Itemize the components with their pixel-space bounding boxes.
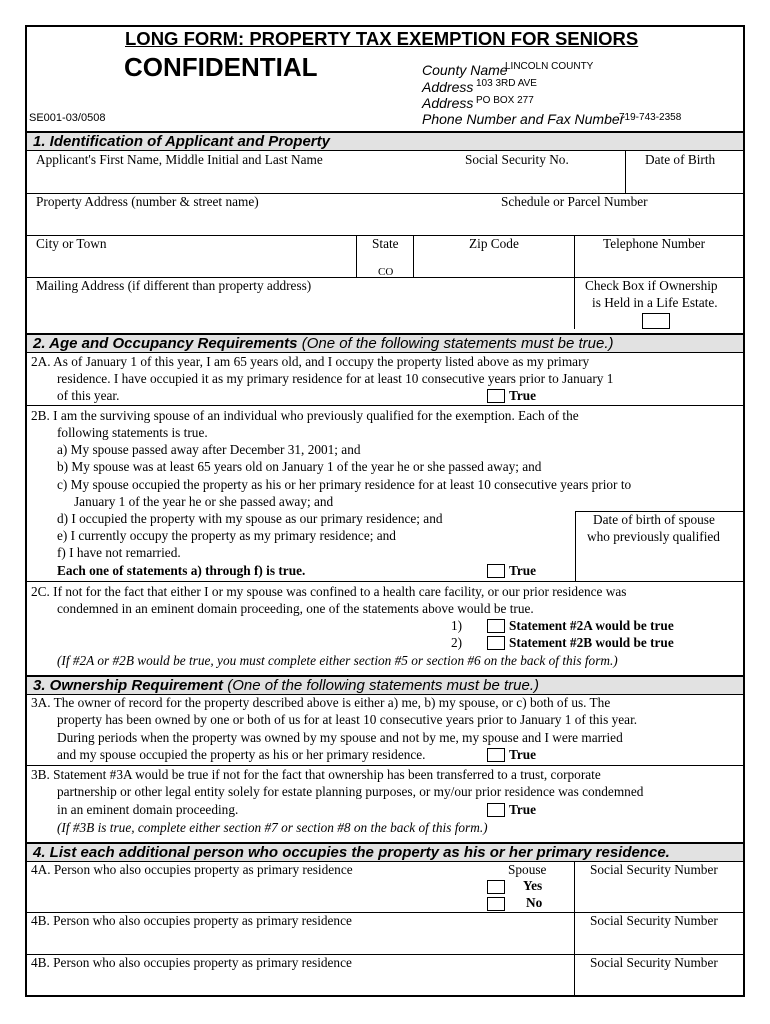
occupant-4a-ssn-field[interactable]: Social Security Number bbox=[590, 862, 718, 877]
statement-2c-option2-label: Statement #2B would be true bbox=[509, 635, 674, 650]
phone-fax-label: Phone Number and Fax Number bbox=[422, 111, 625, 127]
statement-2a-checkbox[interactable] bbox=[487, 389, 505, 403]
occupant-4c-ssn-field[interactable]: Social Security Number bbox=[590, 955, 718, 970]
parcel-number-field[interactable]: Schedule or Parcel Number bbox=[501, 194, 648, 209]
spouse-label: Spouse bbox=[508, 862, 547, 877]
divider bbox=[356, 235, 357, 278]
statement-2a-line: of this year. bbox=[57, 388, 120, 403]
true-label: True bbox=[509, 747, 537, 762]
statement-2b-item: f) I have not remarried. bbox=[57, 545, 181, 560]
true-label: True bbox=[509, 802, 537, 817]
statement-2b-item: d) I occupied the property with my spouse as our primary residence; and bbox=[57, 511, 443, 526]
statement-2b-item: January 1 of the year he or she passed away; and bbox=[74, 494, 334, 509]
statement-3b-line: partnership or other legal entity solely for estate planning purposes, or my/our prior residence was condemned bbox=[57, 784, 644, 799]
statement-2c-option1-label: Statement #2A would be true bbox=[509, 618, 674, 633]
statement-2b-item: b) My spouse was at least 65 years old on January 1 of the year he or she passed away; and bbox=[57, 459, 542, 474]
divider bbox=[27, 405, 743, 406]
life-estate-label-2: is Held in a Life Estate. bbox=[592, 295, 718, 310]
spouse-yes-label: Yes bbox=[523, 878, 543, 893]
section-2-header bbox=[27, 333, 743, 353]
divider bbox=[575, 511, 576, 581]
address-label-1: Address bbox=[422, 79, 474, 95]
county-name-label: County Name bbox=[422, 62, 508, 78]
spouse-no-checkbox[interactable] bbox=[487, 897, 505, 911]
dob-field[interactable]: Date of Birth bbox=[645, 152, 716, 167]
confidential-label: CONFIDENTIAL bbox=[124, 52, 318, 82]
statement-2b-conclusion: Each one of statements a) through f) is true. bbox=[57, 563, 306, 578]
statement-2b-line: 2B. I am the surviving spouse of an individual who previously qualified for the exemption. Each of the bbox=[31, 408, 579, 423]
statement-3a-line: During periods when the property was owned by my spouse and not by me, my spouse and I were married bbox=[57, 730, 623, 745]
mailing-address-field[interactable]: Mailing Address (if different than property address) bbox=[36, 278, 312, 293]
statement-2b-checkbox[interactable] bbox=[487, 564, 505, 578]
statement-2a-line: 2A. As of January 1 of this year, I am 65 years old, and I occupy the property listed above as my primary bbox=[31, 354, 590, 369]
life-estate-label-1: Check Box if Ownership bbox=[585, 278, 718, 293]
statement-2b-line: following statements is true. bbox=[57, 425, 208, 440]
divider bbox=[413, 235, 414, 278]
spouse-dob-label-2: who previously qualified bbox=[587, 529, 720, 544]
ssn-field[interactable]: Social Security No. bbox=[465, 152, 569, 167]
statement-2b-item: a) My spouse passed away after December 31, 2001; and bbox=[57, 442, 361, 457]
spouse-dob-label-1: Date of birth of spouse bbox=[593, 512, 715, 527]
statement-3a-line: and my spouse occupied the property as his or her primary residence. bbox=[57, 747, 426, 762]
state-field[interactable]: State bbox=[372, 236, 399, 251]
state-value: CO bbox=[378, 266, 394, 278]
true-label: True bbox=[509, 563, 537, 578]
form-code: SE001-03/0508 bbox=[29, 112, 106, 124]
property-address-field[interactable]: Property Address (number & street name) bbox=[36, 194, 259, 209]
section-2-title: 2. Age and Occupancy Requirements (One of the following statements must be true.) bbox=[33, 335, 614, 352]
applicant-name-field[interactable]: Applicant's First Name, Middle Initial and Last Name bbox=[36, 152, 323, 167]
statement-3b-checkbox[interactable] bbox=[487, 803, 505, 817]
address-label-2: Address bbox=[422, 95, 474, 111]
statement-2c-option1-checkbox[interactable] bbox=[487, 619, 505, 633]
statement-2c-option2-checkbox[interactable] bbox=[487, 636, 505, 650]
statement-3a-checkbox[interactable] bbox=[487, 748, 505, 762]
true-label: True bbox=[509, 388, 537, 403]
county-name-value[interactable]: LINCOLN COUNTY bbox=[505, 61, 594, 72]
section-4-header bbox=[27, 842, 743, 862]
divider bbox=[574, 235, 575, 329]
option-number: 1) bbox=[451, 618, 463, 633]
statement-3b-line: 3B. Statement #3A would be true if not for the fact that ownership has been transferred to a trust, corporate bbox=[31, 767, 601, 782]
zip-field[interactable]: Zip Code bbox=[469, 236, 519, 251]
spouse-no-label: No bbox=[526, 895, 543, 910]
statement-2b-item: e) I currently occupy the property as my primary residence; and bbox=[57, 528, 396, 543]
section-1-header bbox=[27, 131, 743, 151]
statement-2c-note: (If #2A or #2B would be true, you must complete either section #5 or section #6 on the back of this form.) bbox=[57, 653, 618, 668]
address-value-1[interactable]: 103 3RD AVE bbox=[476, 78, 537, 89]
section-3-title: 3. Ownership Requirement (One of the following statements must be true.) bbox=[33, 677, 540, 694]
telephone-field[interactable]: Telephone Number bbox=[603, 236, 706, 251]
statement-2c-line: 2C. If not for the fact that either I or my spouse was confined to a health care facility, or our prior residence was bbox=[31, 584, 627, 599]
statement-2a-line: residence. I have occupied it as my primary residence for at least 10 consecutive years prior to January 1 bbox=[57, 371, 614, 386]
statement-2c-line: condemned in an eminent domain proceeding, one of the statements above would be true. bbox=[57, 601, 534, 616]
city-field[interactable]: City or Town bbox=[36, 236, 107, 251]
section-3-header bbox=[27, 675, 743, 695]
occupant-4c-field[interactable]: 4B. Person who also occupies property as primary residence bbox=[31, 955, 352, 970]
statement-2b-item: c) My spouse occupied the property as his or her primary residence for at least 10 consecutive years prior to bbox=[57, 477, 632, 492]
statement-3a-line: property has been owned by one or both of us for at least 10 consecutive years prior to January 1 of this year. bbox=[57, 712, 638, 727]
section-1-title: 1. Identification of Applicant and Property bbox=[33, 133, 330, 150]
divider bbox=[625, 151, 626, 193]
statement-3a-line: 3A. The owner of record for the property described above is either a) me, b) my spouse, or c) both of us. The bbox=[31, 695, 611, 710]
spouse-yes-checkbox[interactable] bbox=[487, 880, 505, 894]
form-title: LONG FORM: PROPERTY TAX EXEMPTION FOR SENIORS bbox=[125, 28, 639, 49]
occupant-4a-field[interactable]: 4A. Person who also occupies property as primary residence bbox=[31, 862, 353, 877]
phone-fax-value[interactable]: 719-743-2358 bbox=[619, 112, 682, 123]
occupant-4b-field[interactable]: 4B. Person who also occupies property as primary residence bbox=[31, 913, 352, 928]
statement-3b-line: in an eminent domain proceeding. bbox=[57, 802, 239, 817]
divider bbox=[574, 862, 575, 996]
divider bbox=[27, 581, 743, 582]
option-number: 2) bbox=[451, 635, 463, 650]
occupant-4b-ssn-field[interactable]: Social Security Number bbox=[590, 913, 718, 928]
address-value-2[interactable]: PO BOX 277 bbox=[476, 95, 534, 106]
life-estate-checkbox[interactable] bbox=[642, 313, 670, 329]
section-4-title: 4. List each additional person who occupies the property as his or her primary residence. bbox=[33, 844, 670, 861]
statement-3b-note: (If #3B is true, complete either section #7 or section #8 on the back of this form.) bbox=[57, 820, 488, 835]
